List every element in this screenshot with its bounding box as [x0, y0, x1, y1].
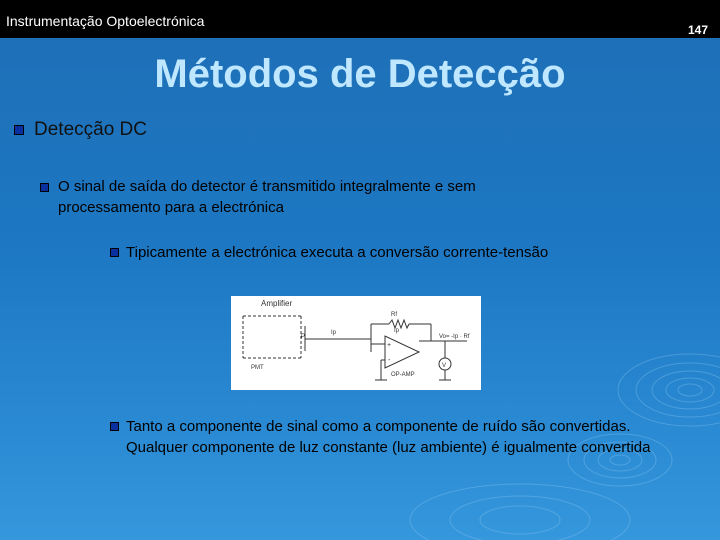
diagram-label-rf: Rf: [391, 312, 397, 318]
course-title: Instrumentação Optoelectrónica: [6, 13, 205, 29]
diagram-label-amplifier: Amplifier: [261, 299, 293, 308]
diagram-label-plus: +: [387, 342, 392, 349]
diagram-label-ip2: Ip: [394, 328, 400, 334]
slide-title: Métodos de Detecção: [154, 52, 566, 96]
bullet-icon: [40, 183, 49, 192]
bullet-icon: [110, 422, 119, 431]
bullet-icon: [110, 248, 119, 257]
diagram-label-opamp: OP-AMP: [391, 372, 415, 378]
level1-text: Detecção DC: [34, 119, 147, 140]
level2-text: O sinal de saída do detector é transmitido integralmente e sem processamento para a electrónica: [58, 178, 476, 216]
bullet-icon: [14, 125, 24, 135]
level3b-text: Tanto a componente de sinal como a componente de ruído são convertidas. Qualquer componente de luz constante (luz ambiente) é igualmente convertida: [126, 418, 651, 456]
level3a-text: Tipicamente a electrónica executa a conversão corrente-tensão: [126, 244, 549, 261]
diagram-label-v: V: [442, 363, 447, 369]
diagram-label-vo: Vo= -Ip · Rf: [439, 334, 470, 340]
header-bar: [0, 0, 720, 38]
page-number: 147: [688, 23, 709, 37]
diagram-label-pmt: PMT: [251, 365, 264, 371]
diagram-label-ip: Ip: [331, 330, 337, 336]
amplifier-diagram: [231, 296, 481, 390]
diagram-label-p: P: [301, 334, 306, 340]
diagram-label-minus: -: [388, 357, 391, 364]
